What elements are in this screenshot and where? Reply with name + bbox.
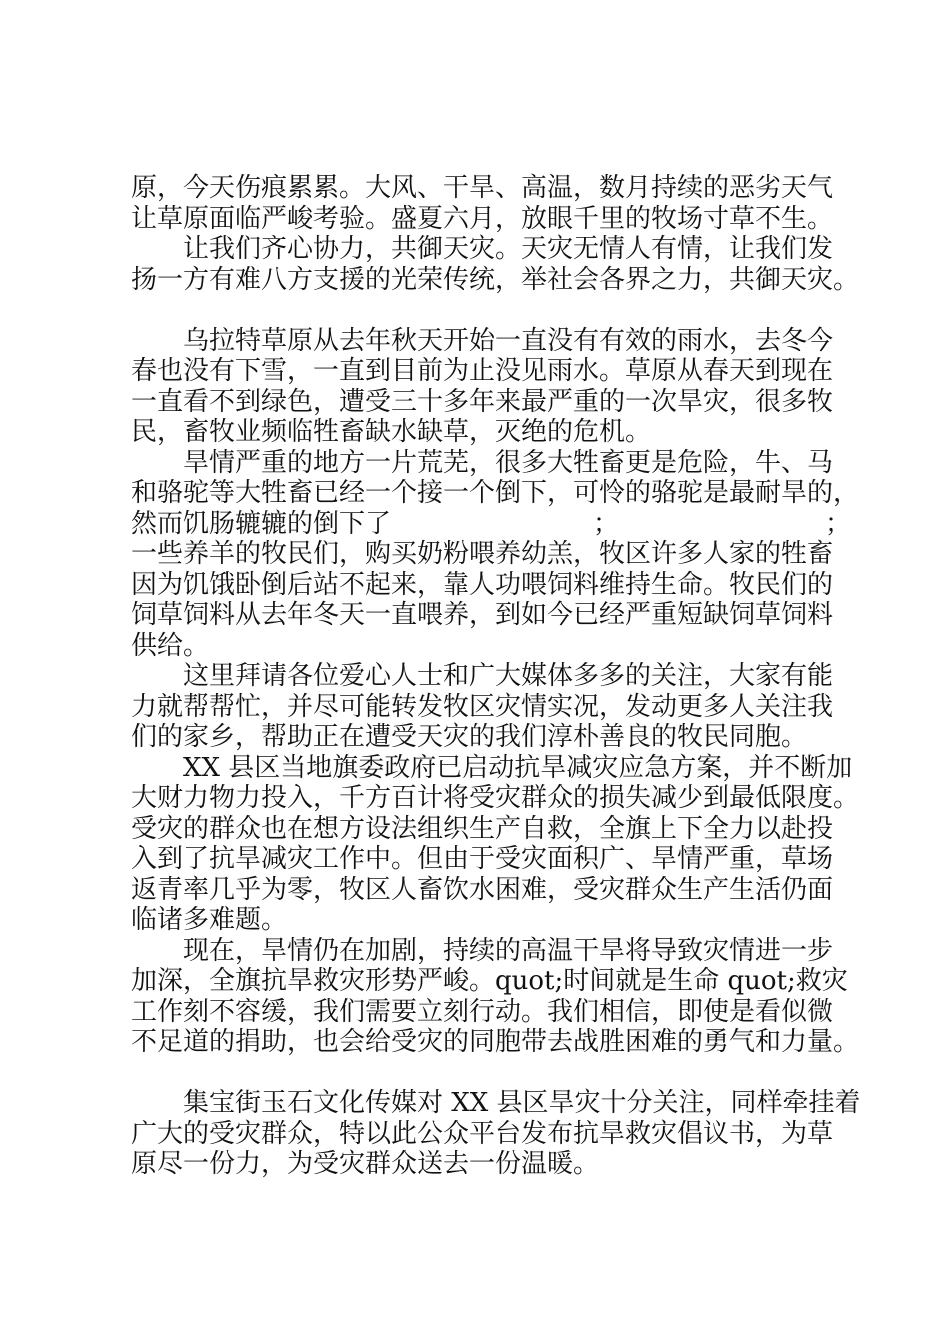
text-line: 旱情严重的地方一片荒芜，很多大牲畜更是危险，牛、马	[183, 447, 834, 478]
paragraph-4	[131, 447, 860, 662]
text-line: 现在，旱情仍在加剧，持续的高温干旱将导致灾情进一步	[183, 935, 834, 966]
text-line: 不足道的捐助，也会给受灾的同胞带去战胜困难的勇气和力量。	[131, 1027, 860, 1057]
paragraph-2	[131, 234, 860, 295]
paragraph-1	[131, 173, 851, 234]
text-line: 一些养羊的牧民们，购买奶粉喂养幼羔，牧区许多人家的牲畜	[131, 539, 834, 569]
text-line: 让草原面临严峻考验。盛夏六月，放眼千里的牧场寸草不生。	[131, 203, 834, 234]
text-line: XX 县区当地旗委政府已启动抗旱减灾应急方案，并不断加	[183, 752, 853, 783]
text-line: 临诸多难题。	[131, 905, 288, 935]
text-line: 供给。	[131, 630, 210, 661]
semicolon-mark: ；	[825, 508, 852, 539]
paragraph-5	[131, 661, 851, 753]
text-line: 力就帮帮忙，并尽可能转发牧区灾情实况，发动更多人关注我	[131, 691, 834, 722]
paragraph-8	[131, 1088, 861, 1180]
paragraph-6	[131, 752, 860, 936]
text-line: 和骆驼等大牲畜已经一个接一个倒下，可怜的骆驼是最耐旱的，	[131, 478, 860, 508]
text-line: 入到了抗旱减灾工作中。但由于受灾面积广、旱情严重，草场	[131, 844, 834, 874]
text-line: 广大的受灾群众，特以此公众平台发布抗旱救灾倡议书，为草	[131, 1118, 834, 1149]
document-body	[131, 173, 861, 1180]
text-line: 饲草饲料从去年冬天一直喂养，到如今已经严重短缺饲草饲料	[131, 600, 834, 630]
text-line: 扬一方有难八方支援的光荣传统，举社会各界之力，共御天灾。	[131, 264, 860, 295]
text-line: 工作刻不容缓，我们需要立刻行动。我们相信，即使是看似微	[131, 996, 834, 1027]
text-line: 加深，全旗抗旱救灾形势严峻。quot;时间就是生命 quot;救灾	[131, 966, 848, 996]
text-line: 们的家乡，帮助正在遭受天灾的我们淳朴善良的牧民同胞。	[131, 722, 808, 752]
text-line: 一直看不到绿色，遭受三十多年来最严重的一次旱灾，很多牧	[131, 386, 834, 417]
text-line: 乌拉特草原从去年秋天开始一直没有有效的雨水，去冬今	[183, 325, 834, 356]
text-line: 返青率几乎为零，牧区人畜饮水困难，受灾群众生产生活仍面	[131, 874, 834, 905]
paragraph-gap	[131, 1058, 851, 1089]
paragraph-7	[131, 935, 860, 1058]
text-line: 集宝街玉石文化传媒对 XX 县区旱灾十分关注，同样牵挂着	[183, 1088, 861, 1118]
text-line: 让我们齐心协力，共御天灾。天灾无情人有情，让我们发	[183, 234, 834, 264]
paragraph-gap	[131, 295, 851, 326]
text-line: 受灾的群众也在想方设法组织生产自救，全旗上下全力以赴投	[131, 813, 834, 844]
text-line-with-semicolons	[131, 509, 851, 540]
text-line: 原，今天伤痕累累。大风、干旱、高温，数月持续的恶劣天气	[131, 173, 834, 203]
text-line: 春也没有下雪，一直到目前为止没见雨水。草原从春天到现在	[131, 356, 834, 386]
semicolon-mark: ；	[593, 508, 620, 539]
text-line: 民，畜牧业频临牲畜缺水缺草，灭绝的危机。	[131, 417, 652, 447]
text-line: 因为饥饿卧倒后站不起来，靠人功喂饲料维持生命。牧民们的	[131, 569, 834, 600]
text-line: 原尽一份力，为受灾群众送去一份温暖。	[131, 1149, 600, 1179]
text-line: 大财力物力投入，千方百计将受灾群众的损失减少到最低限度。	[131, 783, 860, 813]
text-fragment: 然而饥肠辘辘的倒下了	[131, 508, 392, 539]
text-line: 这里拜请各位爱心人士和广大媒体多多的关注，大家有能	[183, 661, 834, 691]
paragraph-3	[131, 326, 851, 448]
